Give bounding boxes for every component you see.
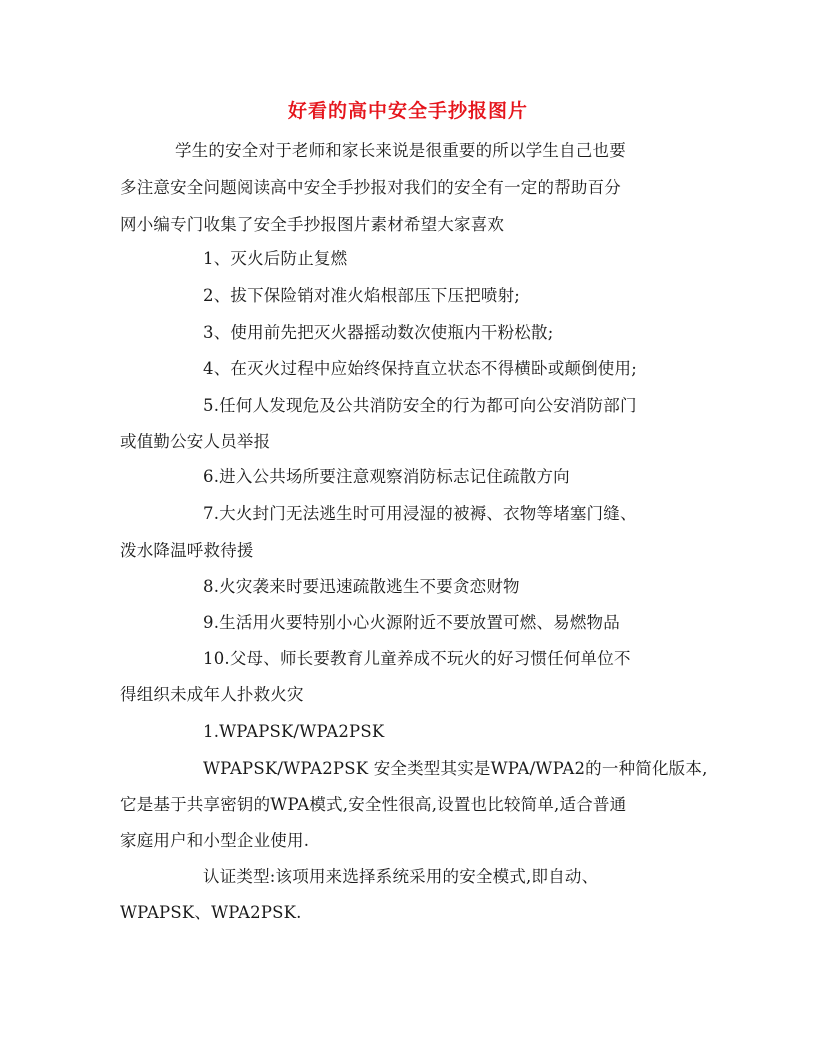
section-heading: 1.WPAPSK/WPA2PSK	[203, 722, 385, 741]
paragraph-line: 家庭用户和小型企业使用.	[120, 831, 310, 850]
paragraph-line: WPAPSK、WPA2PSK.	[120, 903, 302, 922]
paragraph-line: 学生的安全对于老师和家长来说是很重要的所以学生自己也要	[175, 141, 626, 160]
document-title: 好看的高中安全手抄报图片	[287, 100, 528, 122]
list-item: 4、在灭火过程中应始终保持直立状态不得横卧或颠倒使用;	[203, 359, 637, 378]
paragraph-line: WPAPSK/WPA2PSK 安全类型其实是WPA/WPA2的一种简化版本,	[203, 759, 708, 778]
list-item-continuation: 泼水降温呼救待援	[120, 541, 254, 560]
list-item: 10.父母、师长要教育儿童养成不玩火的好习惯任何单位不	[203, 649, 631, 668]
list-item: 2、拔下保险销对准火焰根部压下压把喷射;	[203, 286, 521, 305]
list-item: 7.大火封门无法逃生时可用浸湿的被褥、衣物等堵塞门缝、	[203, 504, 637, 523]
list-item-continuation: 得组织未成年人扑救火灾	[120, 685, 304, 704]
list-item: 8.火灾袭来时要迅速疏散逃生不要贪恋财物	[203, 577, 520, 596]
paragraph-line: 认证类型:该项用来选择系统采用的安全模式,即自动、	[203, 867, 599, 886]
paragraph-line: 它是基于共享密钥的WPA模式,安全性很高,设置也比较简单,适合普通	[120, 795, 627, 814]
list-item-continuation: 或值勤公安人员举报	[120, 432, 271, 451]
paragraph-line: 网小编专门收集了安全手抄报图片素材希望大家喜欢	[120, 215, 505, 234]
list-item: 3、使用前先把灭火器摇动数次使瓶内干粉松散;	[203, 323, 554, 342]
paragraph-line: 多注意安全问题阅读高中安全手抄报对我们的安全有一定的帮助百分	[120, 178, 621, 197]
list-item: 1、灭火后防止复燃	[203, 249, 348, 268]
list-item: 5.任何人发现危及公共消防安全的行为都可向公安消防部门	[203, 396, 637, 415]
list-item: 9.生活用火要特别小心火源附近不要放置可燃、易燃物品	[203, 613, 620, 632]
list-item: 6.进入公共场所要注意观察消防标志记住疏散方向	[203, 467, 570, 486]
